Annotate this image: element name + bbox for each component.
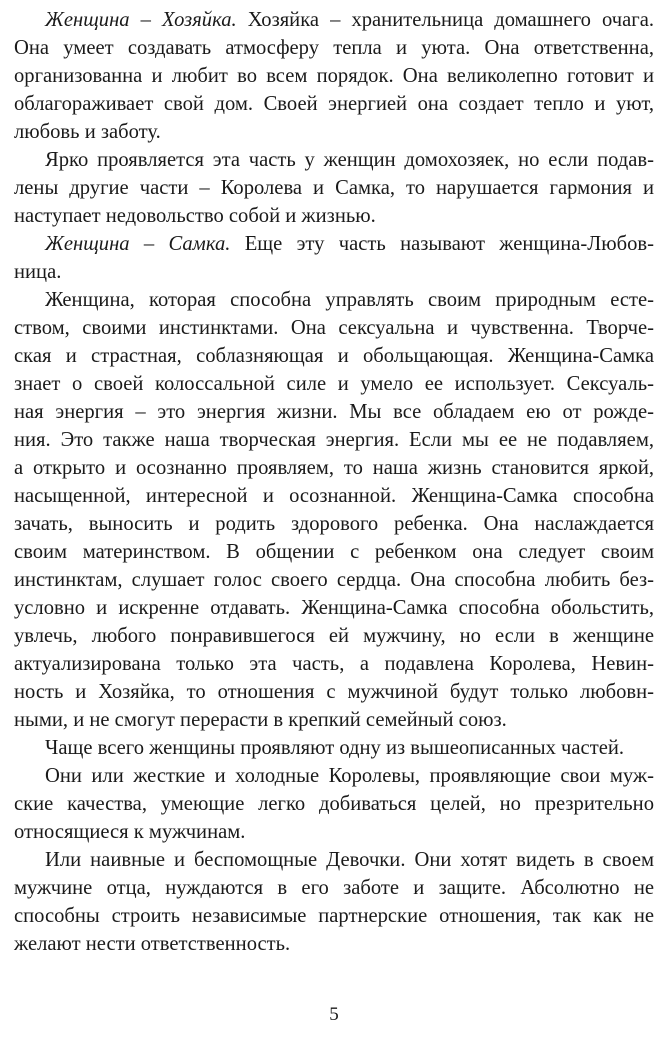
paragraph-line: ские качества, умеющие легко добиваться целей, но презрительно — [14, 793, 654, 815]
paragraph-line: ством, своими инстинктами. Она сексуальна и чувственна. Творче- — [14, 317, 654, 339]
paragraph-line: способны строить независимые партнерские отношения, так как не — [14, 905, 654, 927]
paragraph-line: ская и страстная, соблазняющая и обольщающая. Женщина-Самка — [14, 345, 654, 367]
section-title: Женщина – Самка. — [45, 233, 231, 255]
paragraph-line: организованна и любит во всем порядок. Она великолепно готовит и — [14, 65, 654, 87]
paragraph-line: зачать, выносить и родить здорового ребенка. Она наслаждается — [14, 513, 654, 535]
page-number: 5 — [329, 1004, 339, 1025]
paragraph-line: лены другие части – Королева и Самка, то нарушается гармония и — [14, 177, 654, 199]
paragraph-line: знает о своей колоссальной силе и умело ее использует. Сексуаль- — [14, 373, 654, 395]
paragraph-line: наступает недовольство собой и жизнью. — [14, 205, 376, 227]
paragraph-line: инстинктам, слушает голос своего сердца. Она способна любить без- — [14, 569, 654, 591]
paragraph-line: Женщина, которая способна управлять своим природным есте- — [45, 289, 654, 311]
paragraph-line: Ярко проявляется эта часть у женщин домохозяек, но если подав- — [45, 149, 654, 171]
paragraph-line: условно и искренне отдавать. Женщина-Самка способна обольстить, — [14, 597, 654, 619]
paragraph-line: ными, и не смогут перерасти в крепкий семейный союз. — [14, 709, 507, 731]
section-title: Женщина – Хозяйка. — [45, 9, 237, 31]
paragraph-line: увлечь, любого понравившегося ей мужчину, но если в женщине — [14, 625, 654, 647]
paragraph-line: ница. — [14, 261, 62, 283]
paragraph-line: Женщина – Хозяйка. Хозяйка – хранительница домашнего очага. — [45, 9, 654, 31]
paragraph-line: Она умеет создавать атмосферу тепла и уюта. Она ответственна, — [14, 37, 654, 59]
paragraph-line: ная энергия – это энергия жизни. Мы все обладаем ею от рожде- — [14, 401, 654, 423]
paragraph-line: а открыто и осознанно проявляем, то наша жизнь становится яркой, — [14, 457, 654, 479]
paragraph-line: любовь и заботу. — [14, 121, 161, 143]
paragraph-line: желают нести ответственность. — [14, 933, 291, 955]
paragraph-line: Они или жесткие и холодные Королевы, проявляющие свои муж- — [45, 765, 654, 787]
paragraph-line: Женщина – Самка. Еще эту часть называют женщина-Любов- — [45, 233, 654, 255]
paragraph-line: своим материнством. В общении с ребенком она следует своим — [14, 541, 654, 563]
paragraph-line: ния. Это также наша творческая энергия. Если мы ее не подавляем, — [14, 429, 654, 451]
paragraph-line: актуализирована только эта часть, а подавлена Королева, Невин- — [14, 653, 654, 675]
paragraph-line: насыщенной, интересной и осознанной. Женщина-Самка способна — [14, 485, 654, 507]
paragraph-line: ность и Хозяйка, то отношения с мужчиной будут только любовн- — [14, 681, 654, 703]
paragraph-line: облагораживает свой дом. Своей энергией она создает тепло и уют, — [14, 93, 654, 115]
paragraph-line: Или наивные и беспомощные Девочки. Они хотят видеть в своем — [45, 849, 654, 871]
paragraph-line: мужчине отца, нуждаются в его заботе и защите. Абсолютно не — [14, 877, 654, 899]
paragraph-line: Чаще всего женщины проявляют одну из вышеописанных частей. — [45, 737, 624, 759]
paragraph-line: относящиеся к мужчинам. — [14, 821, 246, 843]
